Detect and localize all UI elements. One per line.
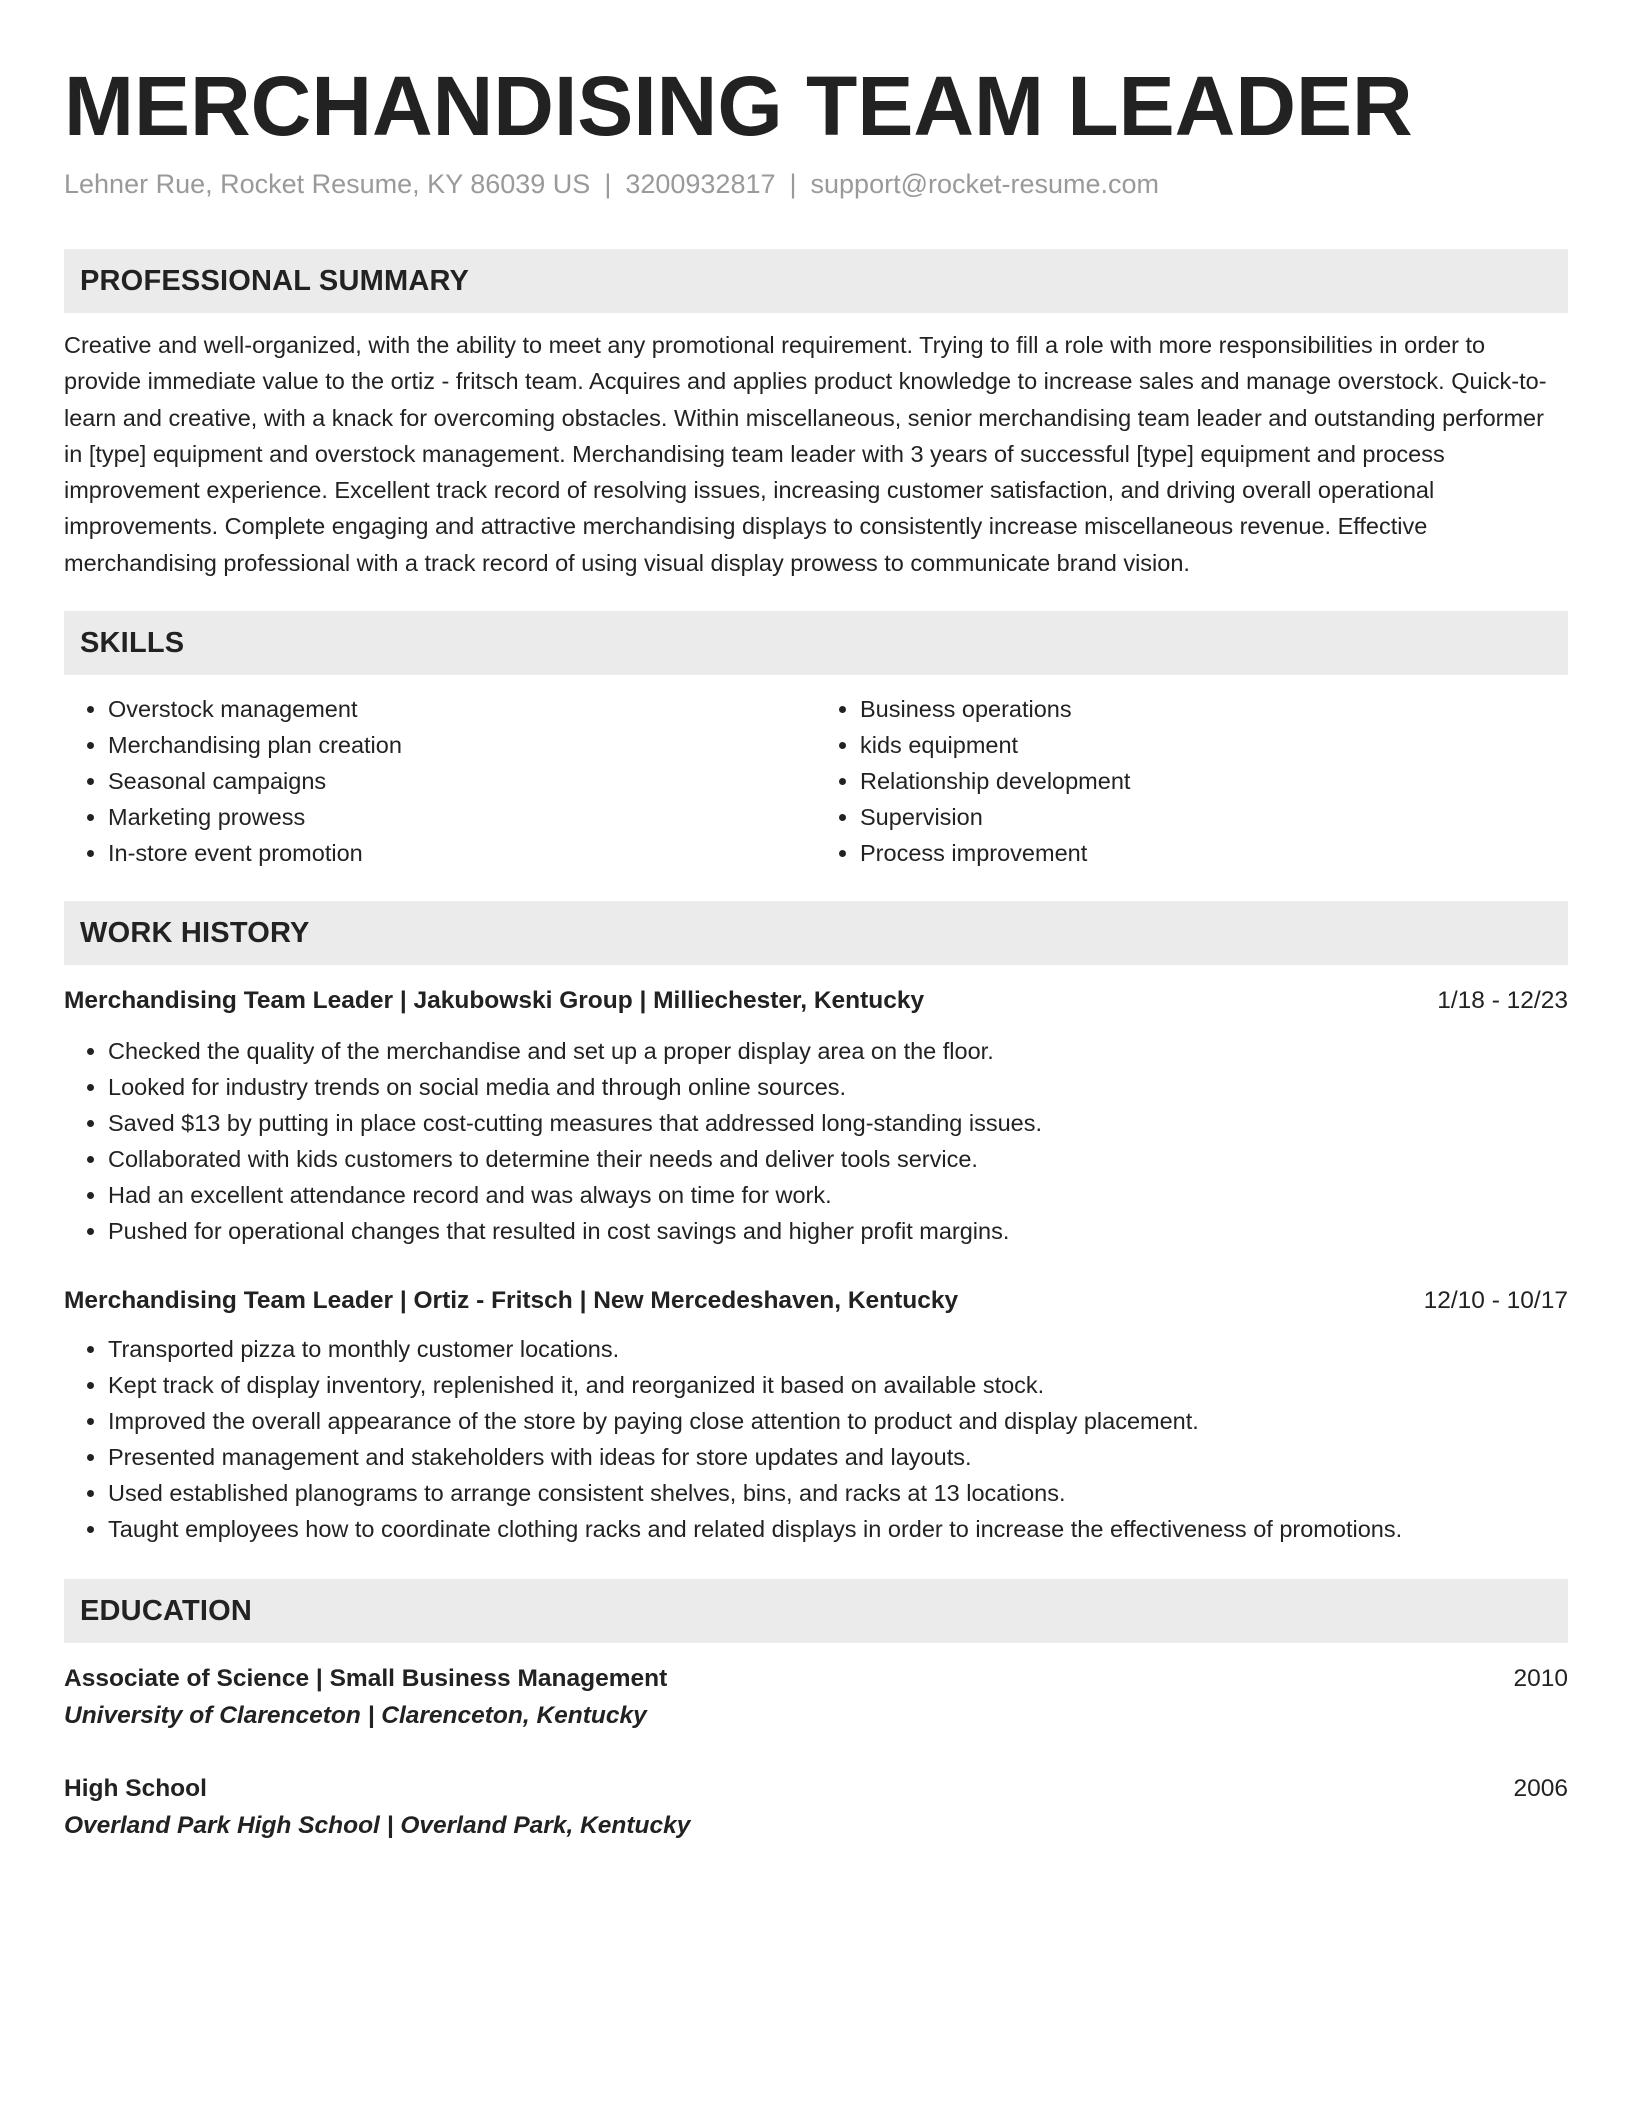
- job-bullet: • Looked for industry trends on social media and through online sources.: [108, 1069, 1568, 1105]
- skill-item: • kids equipment: [860, 727, 1568, 763]
- job-bullet: • Improved the overall appearance of the store by paying close attention to product and display placement.: [108, 1403, 1568, 1439]
- education-entry: [64, 1771, 1568, 1845]
- job-title: Merchandising Team Leader | Ortiz - Fritsch | New Mercedeshaven, Kentucky: [64, 1287, 959, 1315]
- section-heading-education: EDUCATION: [64, 1579, 1568, 1643]
- job-bullet: • Presented management and stakeholders with ideas for store updates and layouts.: [108, 1439, 1568, 1475]
- contact-email: support@rocket-resume.com: [810, 169, 1160, 199]
- job-bullet: • Saved $13 by putting in place cost-cutting measures that addressed long-standing issues.: [108, 1105, 1568, 1141]
- skill-item: • Seasonal campaigns: [108, 763, 816, 799]
- education-degree: High School: [64, 1775, 207, 1803]
- education-header: [64, 1771, 1568, 1807]
- education-year: 2006: [1513, 1775, 1568, 1803]
- job-bullet: • Transported pizza to monthly customer locations.: [108, 1331, 1568, 1367]
- job-bullet: • Checked the quality of the merchandise and set up a proper display area on the floor.: [108, 1033, 1568, 1069]
- contact-separator: |: [604, 169, 612, 199]
- job-bullet: • Used established planograms to arrange consistent shelves, bins, and racks at 13 locations.: [108, 1475, 1568, 1511]
- skills-column-right: [816, 691, 1568, 871]
- skills-column-left: [64, 691, 816, 871]
- job-header: [64, 1283, 1568, 1319]
- job-bullet: • Collaborated with kids customers to determine their needs and deliver tools service.: [108, 1141, 1568, 1177]
- job-bullet: • Kept track of display inventory, replenished it, and reorganized it based on available stock.: [108, 1367, 1568, 1403]
- job-entry: [64, 1283, 1568, 1547]
- job-bullet: • Had an excellent attendance record and was always on time for work.: [108, 1177, 1568, 1213]
- summary-text: Creative and well-organized, with the ability to meet any promotional requirement. Trying to fill a role with more responsibilities in order to provide immediate value to the ortiz - fritsch team. Acquires and applies product knowledge to increase sales and manage overstock. Quick-to-learn and creative, with a knack for overcoming obstacles. Within miscellaneous, senior merchandising team leader and outstanding performer in [type] equipment and overstock management. Merchandising team leader with 3 years of successful [type] equipment and process improvement experience. Excellent track record of resolving issues, increasing customer satisfaction, and driving overall operational improvements. Complete engaging and attractive merchandising displays to consistently increase miscellaneous revenue. Effective merchandising professional with a track record of using visual display prowess to communicate brand vision.: [64, 332, 1547, 576]
- job-dates: 12/10 - 10/17: [1423, 1287, 1568, 1315]
- education-school: Overland Park High School | Overland Park, Kentucky: [64, 1812, 691, 1840]
- skills-list: [64, 691, 1568, 871]
- job-dates: 1/18 - 12/23: [1437, 987, 1568, 1015]
- job-bullets: [64, 1331, 1568, 1547]
- skill-item: • Supervision: [860, 799, 1568, 835]
- education-header: [64, 1661, 1568, 1697]
- section-heading-summary: PROFESSIONAL SUMMARY: [64, 249, 1568, 313]
- skill-item: • Overstock management: [108, 691, 816, 727]
- skill-item: • Merchandising plan creation: [108, 727, 816, 763]
- job-header: [64, 983, 1568, 1019]
- contact-separator: |: [789, 169, 797, 199]
- section-heading-skills: SKILLS: [64, 611, 1568, 675]
- education-degree: Associate of Science | Small Business Management: [64, 1665, 668, 1693]
- job-title: Merchandising Team Leader | Jakubowski Group | Milliechester, Kentucky: [64, 987, 925, 1015]
- contact-address: Lehner Rue, Rocket Resume, KY 86039 US: [64, 169, 591, 199]
- education-entry: [64, 1661, 1568, 1735]
- resume-name: MERCHANDISING TEAM LEADER: [64, 59, 1413, 153]
- education-school: University of Clarenceton | Clarenceton, Kentucky: [64, 1702, 647, 1730]
- skill-item: • Marketing prowess: [108, 799, 816, 835]
- skill-item: • Business operations: [860, 691, 1568, 727]
- skill-item: • In-store event promotion: [108, 835, 816, 871]
- skill-item: • Relationship development: [860, 763, 1568, 799]
- job-bullets: [64, 1033, 1568, 1249]
- skill-item: • Process improvement: [860, 835, 1568, 871]
- job-bullet: • Pushed for operational changes that resulted in cost savings and higher profit margins.: [108, 1213, 1568, 1249]
- section-heading-work: WORK HISTORY: [64, 901, 1568, 965]
- contact-phone: 3200932817: [625, 169, 776, 199]
- job-bullet: • Taught employees how to coordinate clothing racks and related displays in order to increase the effectiveness of promotions.: [108, 1511, 1568, 1547]
- education-year: 2010: [1513, 1665, 1568, 1693]
- contact-line: [64, 164, 1568, 204]
- job-entry: [64, 983, 1568, 1249]
